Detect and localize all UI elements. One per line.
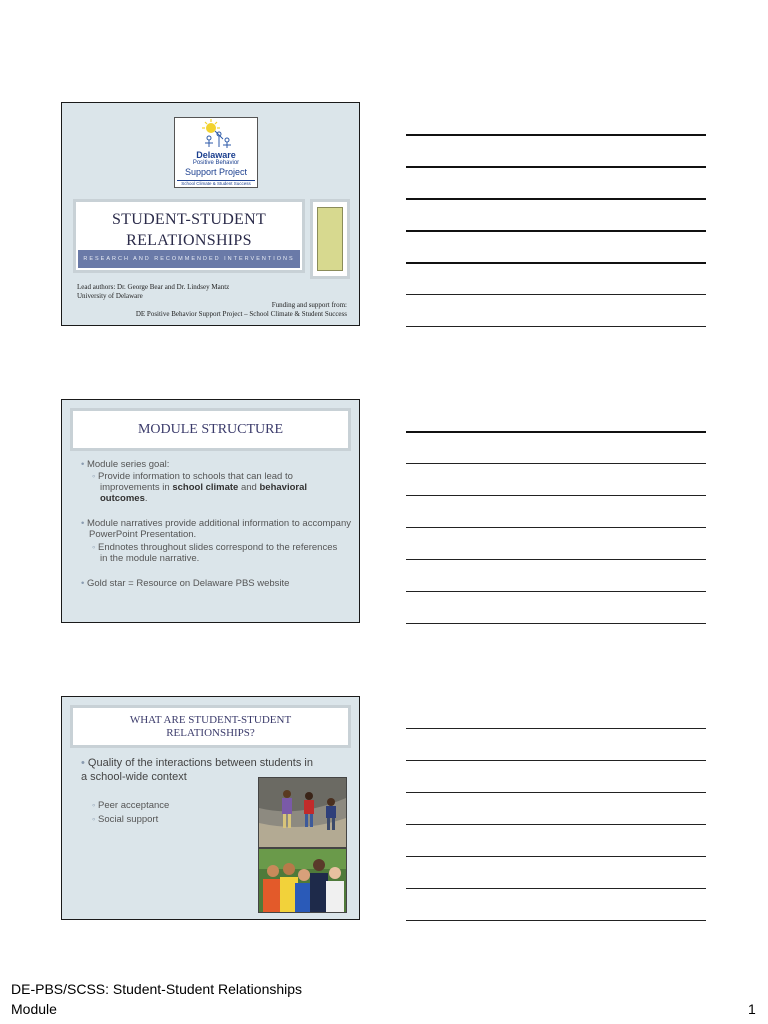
bullet-1-sub-pre: Provide information to schools that can lead to improvements in	[98, 471, 293, 493]
bullet-1-sub-mid: and	[238, 482, 260, 493]
note-line	[406, 230, 706, 232]
note-line	[406, 326, 706, 327]
authors-line-2: University of Delaware	[77, 292, 143, 300]
bullet-2-sub-text: Endnotes throughout slides correspond to the references in the module narrative.	[98, 542, 338, 564]
bullet-dot-icon: •	[81, 518, 87, 529]
logo-line-4: School Climate & Student Success	[177, 180, 255, 187]
bullet-1-sub-bold-2: behavioral outcomes	[100, 482, 308, 504]
note-line	[406, 760, 706, 761]
note-line	[406, 495, 706, 496]
note-line	[406, 728, 706, 729]
note-line	[406, 431, 706, 433]
bullet-2-text: Module narratives provide additional information to accompany PowerPoint Presentation.	[86, 518, 352, 540]
slide-subtitle: RESEARCH AND RECOMMENDED INTERVENTIONS	[78, 250, 300, 268]
note-line	[406, 623, 706, 624]
slide-title: STUDENT-STUDENT RELATIONSHIPS	[111, 211, 267, 249]
bullet-3-text: Gold star = Resource on Delaware PBS website	[86, 578, 290, 589]
sun-figures-icon	[175, 118, 259, 152]
note-line	[406, 888, 706, 889]
note-line	[406, 134, 706, 136]
sub-bullet-dot-icon: ◦	[92, 471, 99, 482]
bullet-1-text: Quality of the interactions between students in a school-wide context	[81, 757, 313, 783]
bullet-1-sub-bold-1: school climate	[172, 482, 239, 493]
funding-line-1: Funding and support from:	[271, 301, 347, 309]
note-line	[406, 824, 706, 825]
authors-line-1: Lead authors: Dr. George Bear and Dr. Lindsey Mantz	[77, 283, 230, 291]
sub-bullet-1	[92, 800, 169, 811]
title-frame	[73, 199, 305, 273]
note-line	[406, 856, 706, 857]
bullet-dot-icon: •	[81, 757, 88, 769]
children-walking-photo	[258, 777, 347, 848]
note-line	[406, 198, 706, 200]
note-line	[406, 262, 706, 264]
footer-title: DE-PBS/SCSS: Student-Student Relationships Module	[11, 981, 303, 1017]
slide-3	[61, 696, 360, 920]
note-line	[406, 591, 706, 592]
sub-bullet-2	[92, 814, 158, 825]
side-panel	[310, 199, 350, 279]
slide-title: WHAT ARE STUDENT-STUDENT RELATIONSHIPS?	[129, 714, 292, 739]
logo-line-1: Delaware	[196, 150, 236, 160]
bullet-2	[81, 518, 357, 540]
logo-line-2: Positive Behavior	[192, 160, 240, 166]
page-number: 1	[748, 1001, 756, 1017]
note-line	[406, 166, 706, 168]
delaware-pbs-logo	[174, 117, 258, 188]
slide-title-frame	[70, 705, 351, 748]
note-line	[406, 294, 706, 295]
bullet-3	[81, 578, 349, 589]
funding	[136, 301, 347, 319]
side-panel-fill	[317, 207, 343, 271]
note-line	[406, 920, 706, 921]
slide-1	[61, 102, 360, 326]
group-of-teens-photo	[258, 848, 347, 913]
bullet-1-sub-post: .	[144, 493, 148, 504]
note-line	[406, 792, 706, 793]
sub-bullet-dot-icon: ◦	[92, 800, 99, 811]
sub-bullet-2-text: Social support	[98, 814, 159, 825]
bullet-1-sub	[92, 471, 348, 504]
bullet-1	[81, 459, 351, 470]
bullet-dot-icon: •	[81, 578, 87, 589]
slide-title-frame	[70, 408, 351, 451]
note-line	[406, 527, 706, 528]
slide-title: MODULE STRUCTURE	[137, 422, 284, 437]
sub-bullet-1-text: Peer acceptance	[98, 800, 170, 811]
sub-bullet-dot-icon: ◦	[92, 814, 99, 825]
funding-line-2: DE Positive Behavior Support Project – School Climate & Student Success	[135, 310, 347, 318]
bullet-2-sub	[92, 542, 340, 564]
authors	[77, 283, 229, 301]
slide-2	[61, 399, 360, 623]
note-line	[406, 463, 706, 464]
sub-bullet-dot-icon: ◦	[92, 542, 99, 553]
bullet-1-text: Module series goal:	[86, 459, 170, 470]
bullet-dot-icon: •	[81, 459, 87, 470]
note-line	[406, 559, 706, 560]
logo-line-3: Support Project	[184, 167, 248, 177]
